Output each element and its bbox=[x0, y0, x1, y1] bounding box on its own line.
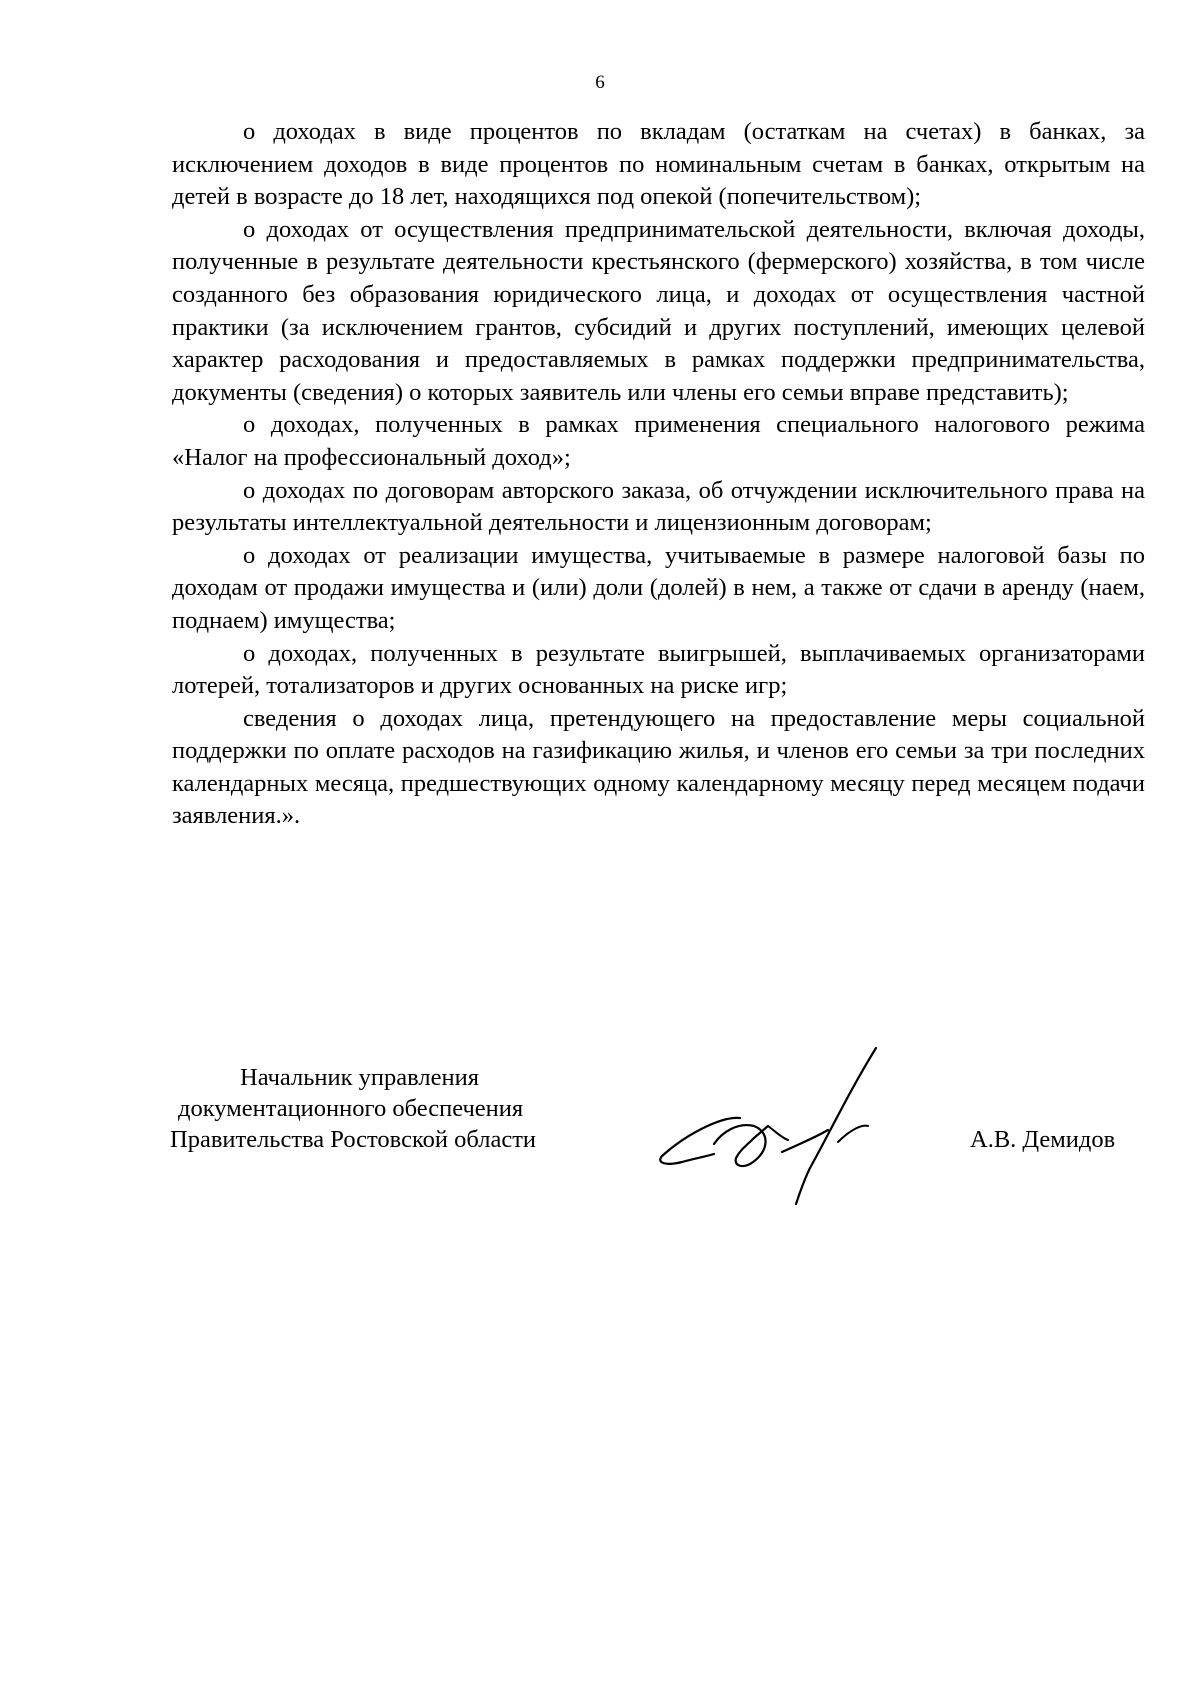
signer-position-line: документационного обеспечения bbox=[178, 1095, 524, 1122]
page-number: 6 bbox=[595, 72, 605, 93]
paragraph-business-income: о доходах от осуществления предпринимательской деятельности, включая доходы, полученные в результате деятельности крестьянского (фермерского) хозяйства, в том числе созданного без образования юридического лица, и доходах от осуществления частной практики (за исключением грантов, субсидий и других поступлений, имеющих целевой характер расходования и предоставляемых в рамках поддержки предпринимательства, документы (сведения) о которых заявитель или члены его семьи вправе представить); bbox=[172, 215, 1145, 406]
paragraph-deposit-interest-income: о доходах в виде процентов по вкладам (остаткам на счетах) в банках, за исключением доходов в виде процентов по номинальным счетам в банках, открытым на детей в возрасте до 18 лет, находящихся под опекой (попечительством); bbox=[172, 118, 1145, 211]
signer-position bbox=[170, 1062, 610, 1155]
signer-position-line: Начальник управления bbox=[240, 1064, 479, 1091]
paragraph-lottery-income: о доходах, полученных в результате выигрышей, выплачиваемых организаторами лотерей, тотализаторов и других основанных на риске игр; bbox=[172, 639, 1145, 700]
paragraph-income-information: сведения о доходах лица, претендующего на предоставление меры социальной поддержки по оплате расходов на газификацию жилья, и членов его семьи за три последних календарных месяца, предшествующих одному календарному месяцу перед месяцем подачи заявления.». bbox=[172, 704, 1145, 830]
paragraph-professional-income-tax: о доходах, полученных в рамках применения специального налогового режима «Налог на профессиональный доход»; bbox=[172, 411, 1145, 471]
signer-position-line: Правительства Ростовской области bbox=[170, 1126, 537, 1153]
paragraph-property-sale-income: о доходах от реализации имущества, учитываемые в размере налоговой базы по доходам от продажи имущества и (или) доли (долей) в нем, а также от сдачи в аренду (наем, поднаем) имущества; bbox=[172, 541, 1145, 634]
paragraph-copyright-income: о доходах по договорам авторского заказа, об отчуждении исключительного права на результаты интеллектуальной деятельности и лицензионным договорам; bbox=[172, 476, 1145, 537]
signer-name: А.В. Демидов bbox=[970, 1126, 1116, 1153]
document-body bbox=[172, 116, 1145, 833]
handwritten-signature-icon bbox=[650, 1040, 930, 1210]
